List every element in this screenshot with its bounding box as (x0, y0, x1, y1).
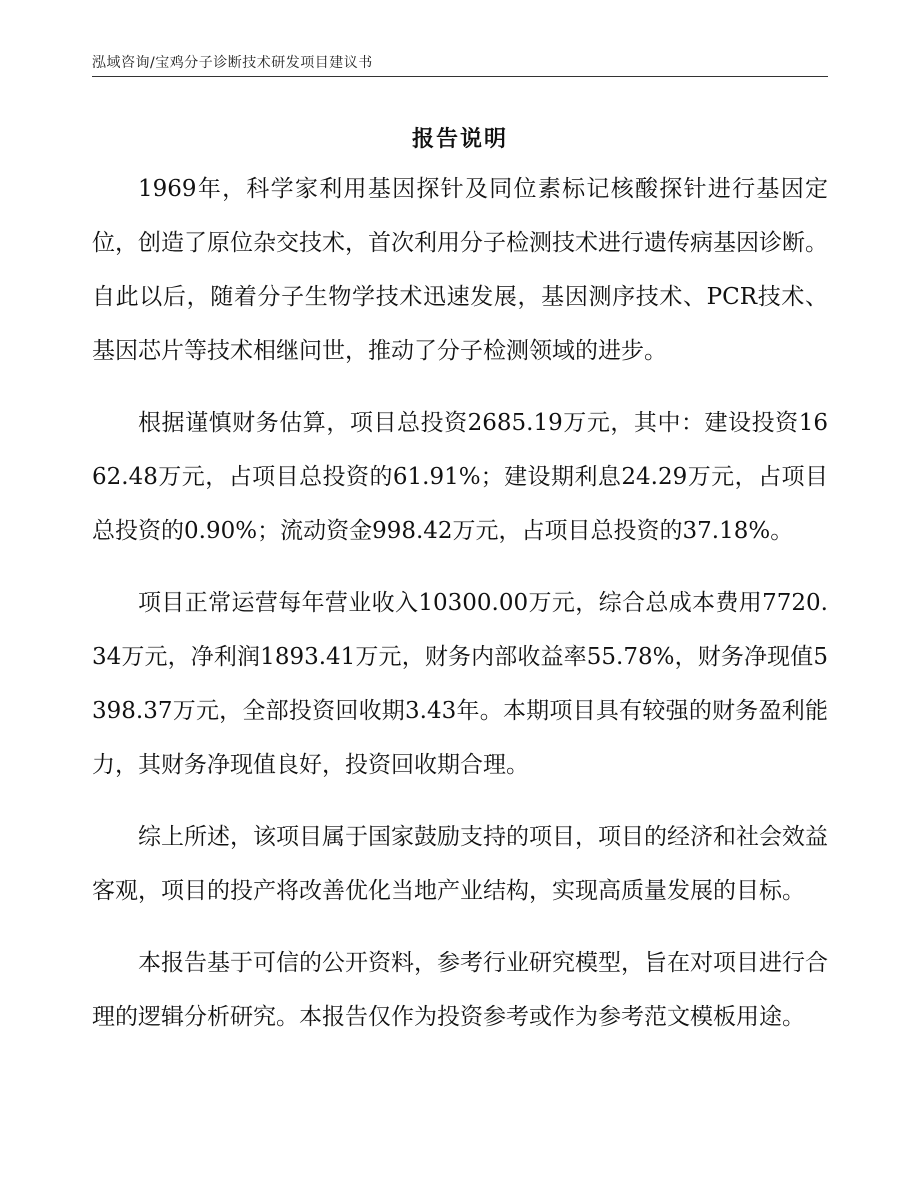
header-divider (92, 76, 828, 77)
paragraph-background: 1969年，科学家利用基因探针及同位素标记核酸探针进行基因定位，创造了原位杂交技术，首次利用分子检测技术进行遗传病基因诊断。自此以后，随着分子生物学技术迅速发展，基因测序技术、PCR技术、基因芯片等技术相继问世，推动了分子检测领域的进步。 (92, 176, 828, 364)
running-header: 泓域咨询/宝鸡分子诊断技术研发项目建议书 (92, 55, 373, 71)
paragraph-summary: 综上所述，该项目属于国家鼓励支持的项目，项目的经济和社会效益客观，项目的投产将改善优化当地产业结构，实现高质量发展的目标。 (92, 824, 828, 904)
page-title: 报告说明 (411, 127, 508, 152)
report-body (92, 162, 828, 1062)
paragraph-investment: 根据谨慎财务估算，项目总投资2685.19万元，其中：建设投资1662.48万元，占项目总投资的61.91%；建设期利息24.29万元，占项目总投资的0.90%；流动资金998.42万元，占项目总投资的37.18%。 (92, 410, 828, 544)
paragraph-disclaimer: 本报告基于可信的公开资料，参考行业研究模型，旨在对项目进行合理的逻辑分析研究。本报告仅作为投资参考或作为参考范文模板用途。 (92, 950, 828, 1030)
paragraph-operations: 项目正常运营每年营业收入10300.00万元，综合总成本费用7720.34万元，净利润1893.41万元，财务内部收益率55.78%，财务净现值5398.37万元，全部投资回收期3.43年。本期项目具有较强的财务盈利能力，其财务净现值良好，投资回收期合理。 (92, 590, 828, 778)
